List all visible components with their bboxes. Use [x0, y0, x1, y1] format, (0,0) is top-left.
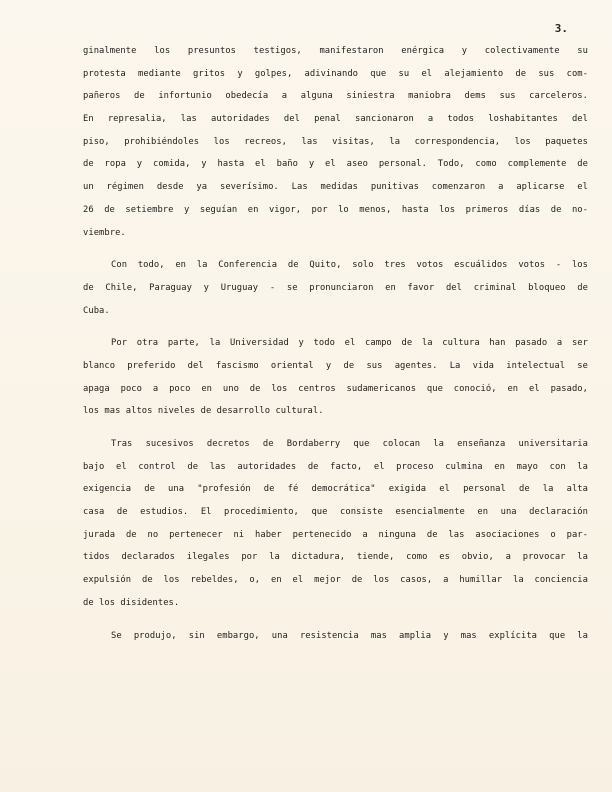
page-number: 3. [554, 22, 568, 35]
text-line: tidos declarados ilegales por la dictadura, tiende, como es obvio, a provocar la [83, 552, 588, 563]
text-line: En represalia, las autoridades del penal sancionaron a todos loshabitantes del [83, 114, 588, 125]
text-line: expulsión de los rebeldes, o, en el mejor de los casos, a humillar la conciencia [83, 575, 588, 586]
text-line: blanco preferido del fascismo oriental y de sus agentes. La vida intelectual se [83, 360, 588, 371]
paragraph [83, 336, 588, 427]
text-line: un régimen desde ya severísimo. Las medidas punitivas comenzaron a aplicarse el [83, 182, 588, 193]
text-line: casa de estudios. El procedimiento, que consiste esencialmente en una declaración [83, 507, 588, 518]
text-line: Con todo, en la Conferencia de Quito, solo tres votos escuálidos votos - los [111, 260, 588, 271]
document-body [83, 44, 588, 651]
text-line: Por otra parte, la Universidad y todo el campo de la cultura han pasado a ser [111, 338, 588, 349]
text-line: los mas altos niveles de desarrollo cultural. [83, 406, 324, 417]
text-line: bajo el control de las autoridades de facto, el proceso culmina en mayo con la [83, 461, 588, 472]
text-line: exigencia de una "profesión de fé democrática" exigida el personal de la alta [83, 484, 588, 495]
text-line: de ropa y comida, y hasta el baño y el aseo personal. Todo, como complemente de [83, 159, 588, 170]
paragraph [83, 258, 588, 326]
paragraph [83, 437, 588, 619]
paragraph [83, 629, 588, 652]
text-line: protesta mediante gritos y golpes, adivinando que su el alejamiento de sus com- [83, 68, 588, 79]
text-line: 26 de setiembre y seguían en vigor, por lo menos, hasta los primeros días de no- [83, 204, 588, 215]
text-line: pañeros de infortunio obedecía a alguna siniestra maniobra dems sus carceleros. [83, 91, 588, 102]
text-line: de los disidentes. [83, 597, 180, 608]
text-line: Tras sucesivos decretos de Bordaberry que colocan la enseñanza universitaria [111, 439, 588, 449]
paragraph [83, 44, 588, 248]
text-line: de Chile, Paraguay y Uruguay - se pronunciaron en favor del criminal bloqueo de [83, 282, 588, 293]
text-line: jurada de no pertenecer ni haber pertenecido a ninguna de las asociaciones o par- [83, 529, 588, 540]
text-line: Cuba. [83, 305, 110, 316]
text-line: piso, prohibiéndoles los recreos, las visitas, la correspondencia, los paquetes [83, 136, 588, 147]
text-line: apaga poco a poco en uno de los centros sudamericanos que conoció, en el pasado, [83, 383, 588, 394]
text-line: viembre. [83, 227, 126, 238]
text-line: ginalmente los presuntos testigos, manifestaron enérgica y colectivamente su [83, 46, 588, 56]
text-line: Se produjo, sin embargo, una resistencia mas amplia y mas explícita que la [111, 630, 588, 641]
